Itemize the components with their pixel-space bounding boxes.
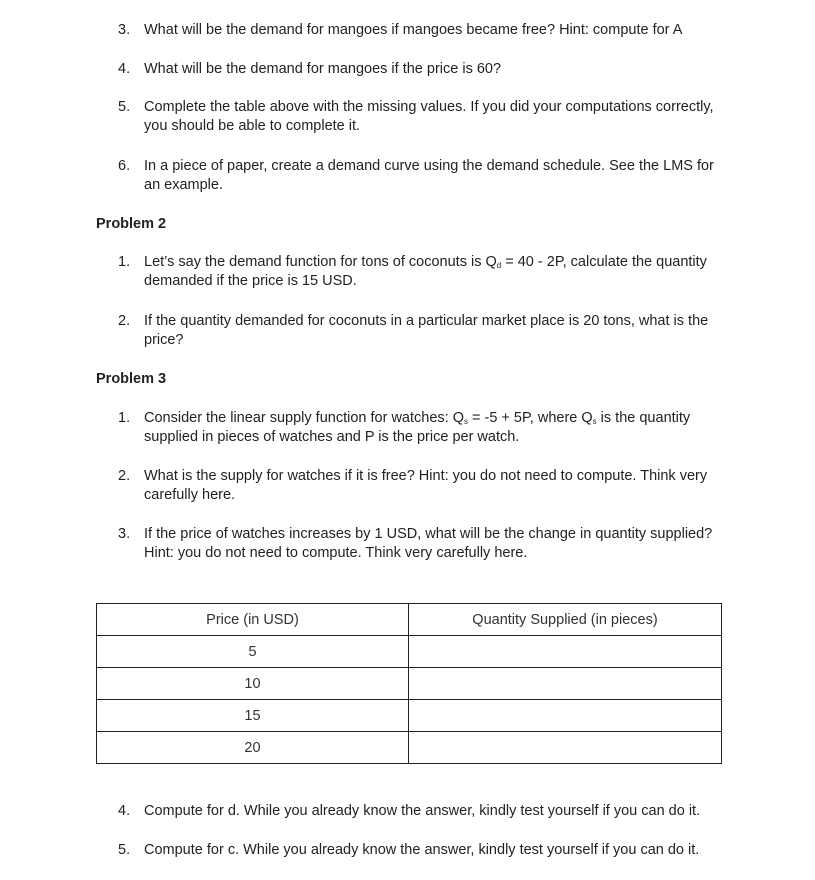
list-number: 2. [118, 468, 131, 484]
list-number: 4. [118, 803, 131, 819]
table-row [97, 700, 722, 732]
list-number: 1. [118, 254, 131, 270]
quantity-cell [409, 668, 722, 700]
price-cell: 20 [97, 732, 409, 764]
text-part: = 40 - 2P, calculate the quantity demanded if the price is 15 USD. [144, 254, 707, 289]
list-number: 2. [118, 313, 131, 329]
list-number: 6. [118, 158, 131, 174]
table-header-row [97, 604, 722, 636]
table-row [97, 636, 722, 668]
subscript: s [463, 417, 468, 426]
list-text: If the price of watches increases by 1 USD, what will be the change in quantity supplied? Hint: you do not need to compute. Think very carefully here. [144, 526, 713, 561]
list-number: 4. [118, 61, 131, 77]
text-part: is the quantity supplied in pieces of watches and P is the price per watch. [144, 410, 691, 445]
price-cell: 15 [97, 700, 409, 732]
table-row [97, 732, 722, 764]
list-text: Compute for c. While you already know the answer, kindly test yourself if you can do it. [144, 842, 700, 858]
list-text: In a piece of paper, create a demand curve using the demand schedule. See the LMS for an example. [144, 158, 714, 193]
list-text [144, 409, 728, 447]
problem-3-heading: Problem 3 [96, 371, 167, 387]
text-part: = -5 + 5P, where Q [467, 410, 593, 426]
subscript: s [592, 417, 597, 426]
price-cell: 10 [97, 668, 409, 700]
quantity-cell [409, 732, 722, 764]
list-text: Compute for d. While you already know the answer, kindly test yourself if you can do it. [144, 803, 701, 819]
list-text [144, 253, 728, 291]
list-text: What will be the demand for mangoes if the price is 60? [144, 61, 502, 77]
list-number: 3. [118, 526, 131, 542]
text-part: Let’s say the demand function for tons of coconuts is Q [144, 254, 497, 270]
list-text: What is the supply for watches if it is free? Hint: you do not need to compute. Think very carefully here. [144, 468, 708, 503]
list-text: If the quantity demanded for coconuts in a particular market place is 20 tons, what is the price? [144, 313, 709, 348]
list-text: What will be the demand for mangoes if mangoes became free? Hint: compute for A [144, 22, 683, 38]
column-header-price: Price (in USD) [97, 604, 409, 636]
quantity-cell [409, 636, 722, 668]
supply-schedule-table [96, 603, 722, 764]
table-row [97, 668, 722, 700]
list-text: Complete the table above with the missing values. If you did your computations correctly, you should be able to complete it. [144, 99, 714, 134]
list-number: 3. [118, 22, 131, 38]
list-number: 5. [118, 99, 131, 115]
problem-2-heading: Problem 2 [96, 216, 167, 232]
list-number: 1. [118, 410, 131, 426]
list-number: 5. [118, 842, 131, 858]
column-header-quantity: Quantity Supplied (in pieces) [409, 604, 722, 636]
quantity-cell [409, 700, 722, 732]
subscript: d [496, 261, 502, 270]
price-cell: 5 [97, 636, 409, 668]
text-part: Consider the linear supply function for watches: Q [144, 410, 464, 426]
